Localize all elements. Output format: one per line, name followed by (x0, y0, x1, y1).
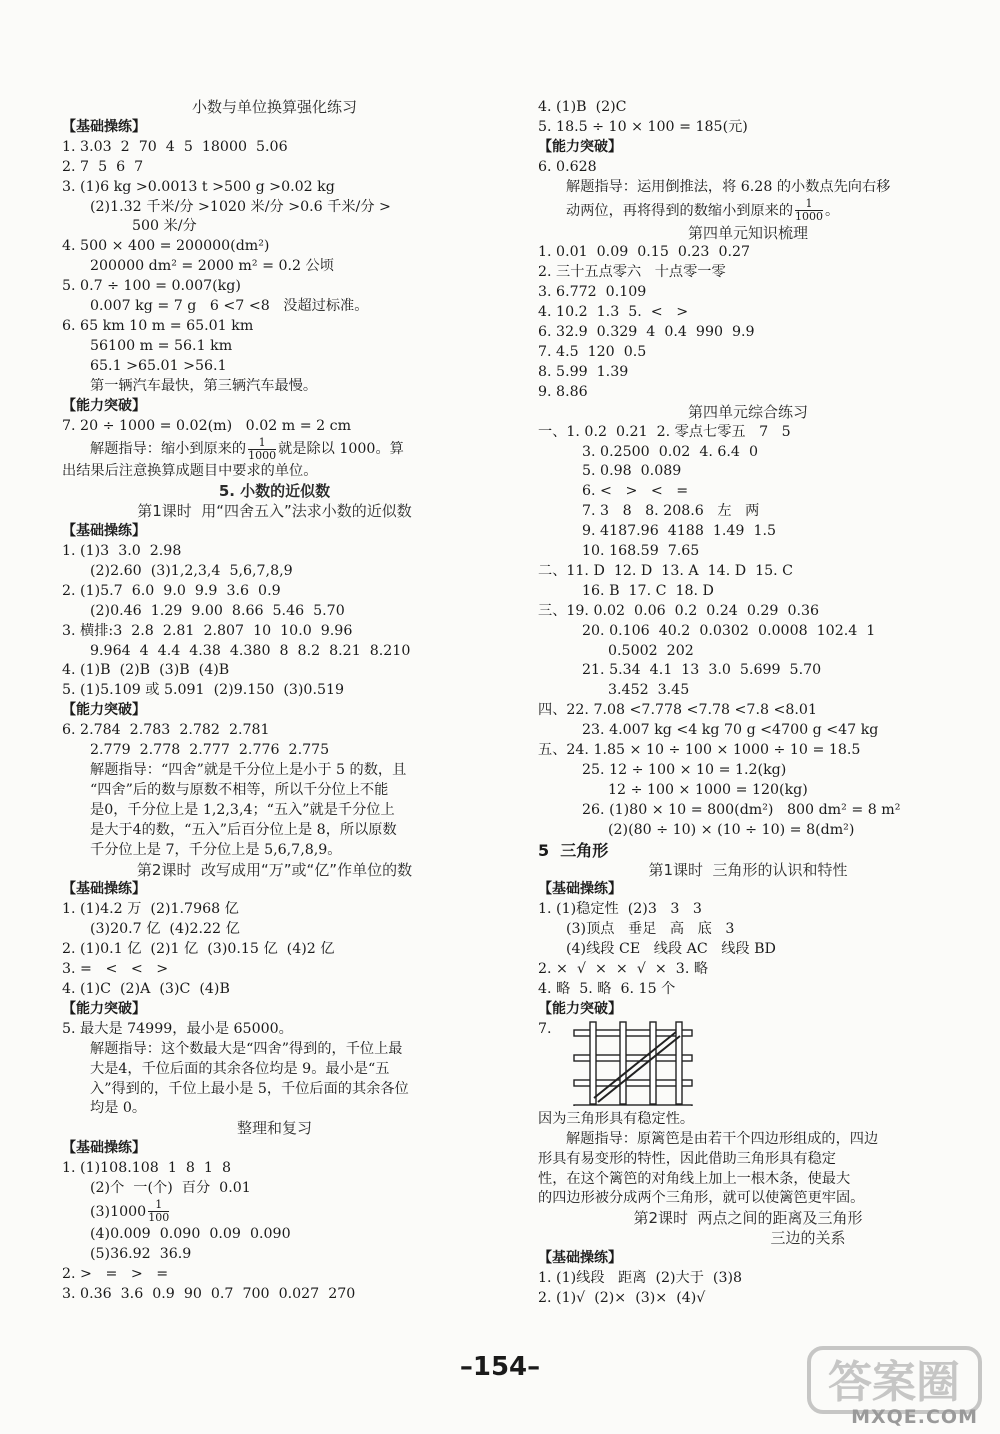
line-text: 9.964 4 4.4 4.38 4.380 8 8.2 8.21 8.210 (90, 642, 411, 659)
line-text: 23. 4.007 kg <4 kg 70 g <4700 g <47 kg (582, 722, 879, 739)
text-line (62, 317, 487, 337)
line-text: 四、22. 7.08 <7.778 <7.78 <7.8 <8.01 (538, 702, 817, 719)
section-header (538, 1000, 958, 1020)
section-title (62, 482, 487, 502)
section-title (538, 224, 958, 244)
line-text: 3. 0.2500 0.02 4. 6.4 0 (582, 443, 758, 460)
left-column (62, 98, 487, 1305)
line-text: 5 三角形 (538, 840, 609, 860)
line-text: 5. 小数的近似数 (218, 482, 331, 501)
line-text: 500 米/分 (132, 218, 197, 235)
text-line (62, 257, 487, 277)
text-line (538, 920, 958, 940)
line-text: 二、11. D 12. D 13. A 14. D 15. C (538, 562, 794, 579)
fence-post-0 (590, 1022, 596, 1104)
line-text: 16. B 17. C 18. D (582, 582, 714, 599)
line-text: 7. (538, 1020, 552, 1037)
text-line (538, 1150, 958, 1170)
line-text: 2.779 2.778 2.777 2.776 2.775 (90, 742, 330, 759)
line-text: 的四边形被分成两个三角形，就可以使篱笆更牢固。 (538, 1190, 865, 1207)
line-text: 2. (1)0.1 亿 (2)1 亿 (3)0.15 亿 (4)2 亿 (62, 941, 335, 958)
text-line (538, 1289, 958, 1309)
section-header (538, 1249, 958, 1269)
text-line (538, 363, 958, 383)
text-line (538, 158, 958, 178)
line-text: (3)顶点 垂足 高 底 3 (566, 921, 735, 938)
text-line (538, 303, 958, 323)
text-line (538, 661, 958, 681)
fence-post-3 (676, 1022, 682, 1104)
text-line (538, 542, 958, 562)
page-number: –154– (459, 1352, 541, 1382)
line-text: 第1课时 三角形的认识和特性 (648, 860, 848, 879)
line-text: 【基础操练】 (538, 881, 622, 898)
line-text: 9. 8.86 (538, 383, 588, 400)
text-line (62, 237, 487, 257)
line-text: 4. (1)C (2)A (3)C (4)B (62, 980, 230, 997)
line-text: 整理和复习 (236, 1119, 312, 1138)
line-text: 【基础操练】 (62, 523, 146, 540)
text-line (538, 741, 958, 761)
text-line (538, 980, 958, 1000)
section-title (62, 98, 487, 118)
text-line (538, 562, 958, 582)
line-text: 2. 三十五点零六 十点零一零 (538, 264, 726, 281)
line-text: 1. (1)3 3.0 2.98 (62, 543, 182, 560)
line-text: 7. 20 ÷ 1000 = 0.02(m) 0.02 m = 2 cm (62, 417, 352, 434)
line-text: 7. 3 8 8. 208.6 左 两 (582, 503, 760, 520)
line-text: 4. 500 × 400 = 200000(dm²) (62, 238, 270, 255)
text-line (538, 323, 958, 343)
line-text: 一、1. 0.2 0.21 2. 零点七零五 7 5 (538, 423, 791, 440)
section-header (62, 701, 487, 721)
text-line (538, 681, 958, 701)
svg-text:答案圈: 答案圈 (828, 1357, 960, 1408)
text-line (62, 1179, 487, 1199)
text-line (62, 178, 487, 198)
line-text: 性，在这个篱笆的对角线上加上一根木条，使最大 (538, 1170, 851, 1187)
line-text: (5)36.92 36.9 (90, 1245, 192, 1262)
fraction (148, 1199, 169, 1224)
line-text: 2. × √ × × √ × 3. 略 (538, 961, 709, 978)
text-line (62, 1225, 487, 1245)
text-line (538, 900, 958, 920)
text-line (538, 1110, 958, 1130)
line-text: 入”得到的，千位上最小是 5，千位后面的其余各位 (90, 1080, 409, 1097)
line-text: 解题指导：“四舍”就是千分位上是小于 5 的数，且 (90, 762, 407, 778)
line-text: 10. 168.59 7.65 (582, 543, 700, 560)
line-text: 第2课时 改写成用“万”或“亿”作单位的数 (136, 860, 413, 879)
watermark-url: MXQE.COM (851, 1406, 978, 1428)
line-text: 解题指导：原篱笆是由若干个四边形组成的，四边 (566, 1130, 879, 1147)
line-text: 【基础操练】 (62, 1140, 146, 1157)
fraction (795, 198, 823, 223)
text-line (538, 960, 958, 980)
section-header (538, 138, 958, 158)
section-title (538, 1209, 958, 1229)
line-text: 1. (1)108.108 1 8 1 8 (62, 1160, 231, 1177)
text-line (62, 781, 487, 801)
text-line (62, 681, 487, 701)
text-line (538, 502, 958, 522)
right-column (538, 98, 958, 1309)
text-line (538, 821, 958, 841)
text-line (538, 701, 958, 721)
text-line (62, 436, 487, 462)
line-text: 2. (1)5.7 6.0 9.0 9.9 3.6 0.9 (62, 582, 281, 599)
fence-post-1 (620, 1022, 626, 1104)
text-line (62, 1285, 487, 1305)
line-text: 20. 0.106 40.2 0.0302 0.0008 102.4 1 (582, 622, 876, 639)
text-line (62, 761, 487, 781)
text-line (62, 1080, 487, 1100)
section-header (538, 880, 958, 900)
text-line (538, 383, 958, 403)
fraction-denominator: 1000 (795, 210, 824, 224)
line-text: 3. = < < > (62, 961, 169, 978)
text-line (538, 118, 958, 138)
section-header (62, 1139, 487, 1159)
text-line (62, 462, 487, 482)
line-text: 【基础操练】 (538, 1250, 622, 1267)
line-text: 6. 65 km 10 m = 65.01 km (62, 317, 254, 334)
text-line (62, 821, 487, 841)
line-text: 5. 最大是 74999，最小是 65000。 (62, 1020, 293, 1037)
fraction-numerator: 1 (258, 435, 266, 449)
line-text: 是0，千分位上是 1,2,3,4；“五入”就是千分位上 (90, 801, 395, 818)
text-line (62, 801, 487, 821)
line-text: (3)20.7 亿 (4)2.22 亿 (90, 921, 240, 938)
section-title (62, 861, 487, 881)
line-text: (2)0.46 1.29 9.00 8.66 5.46 5.70 (90, 602, 345, 619)
text-line (62, 277, 487, 297)
text-line (62, 940, 487, 960)
line-text: 五、24. 1.85 × 10 ÷ 100 × 1000 ÷ 10 = 18.5 (538, 742, 861, 759)
line-text: 4. 略 5. 略 6. 15 个 (538, 980, 676, 997)
text-line (62, 357, 487, 377)
line-text: 5. 0.98 0.089 (582, 463, 682, 480)
line-text: 6. 32.9 0.329 4 0.4 990 9.9 (538, 324, 755, 341)
line-text: 0.007 kg = 7 g 6 <7 <8 没超过标准。 (90, 298, 369, 315)
text-line (62, 622, 487, 642)
line-text: 1. 0.01 0.09 0.15 0.23 0.27 (538, 244, 751, 261)
line-text: 8. 5.99 1.39 (538, 363, 629, 380)
text-line (538, 98, 958, 118)
text-line (538, 522, 958, 542)
section-header (62, 522, 487, 542)
line-text: 21. 5.34 4.1 13 3.0 5.699 5.70 (582, 662, 822, 679)
text-line (538, 443, 958, 463)
text-line (62, 1040, 487, 1060)
text-line (62, 1099, 487, 1119)
text-line (62, 297, 487, 317)
line-text: 大是4，千位后面的其余各位均是 9。最小是“五 (90, 1060, 390, 1077)
line-text: 1. (1)线段 距离 (2)大于 (3)8 (538, 1270, 743, 1287)
line-text: 第一辆汽车最快，第三辆汽车最慢。 (90, 377, 318, 394)
line-text: 第1课时 用“四舍五入”法求小数的近似数 (137, 502, 412, 521)
line-text: 1. (1)稳定性 (2)3 3 3 (538, 901, 702, 918)
line-text: 解题指导：运用倒推法，将 6.28 的小数点先向右移 (566, 178, 891, 195)
line-text: 7. 4.5 120 0.5 (538, 343, 647, 360)
line-text: 6. 0.628 (538, 158, 597, 175)
section-header (538, 841, 958, 861)
line-text: 4. 10.2 1.3 5. < > (538, 304, 689, 321)
fraction-denominator: 100 (148, 1211, 170, 1225)
line-text: 因为三角形具有稳定性。 (538, 1110, 695, 1127)
line-text: 形具有易变形的特性，因此借助三角形具有稳定 (538, 1150, 836, 1167)
line-text: 4. (1)B (2)B (3)B (4)B (62, 662, 230, 679)
line-text: 【能力突破】 (538, 138, 622, 155)
fence-post-2 (650, 1022, 656, 1104)
text-line (62, 1060, 487, 1080)
text-line (62, 960, 487, 980)
line-text: 【能力突破】 (62, 1000, 146, 1017)
line-text: 千分位上是 7，千分位上是 5,6,7,8,9。 (90, 841, 342, 858)
section-title (62, 502, 487, 522)
fraction-numerator: 1 (805, 197, 813, 211)
line-text: 均是 0。 (90, 1100, 147, 1117)
text-line (538, 178, 958, 198)
text-line (62, 542, 487, 562)
line-text: 4. (1)B (2)C (538, 99, 627, 115)
line-text: 第2课时 两点之间的距离及三角形 (633, 1209, 863, 1228)
line-text: 2. 7 5 6 7 (62, 158, 144, 175)
text-line (62, 1265, 487, 1285)
line-text: 是大于4的数，“五入”后百分位上是 8，所以原数 (90, 821, 397, 838)
line-text: 【基础操练】 (62, 881, 146, 898)
line-text: 200000 dm² = 2000 m² = 0.2 公顷 (90, 258, 334, 275)
line-text: (3)1000 (90, 1203, 147, 1220)
line-text-after: 就是除以 1000。算 (278, 441, 404, 458)
line-text: 0.5002 202 (608, 642, 694, 659)
section-title (62, 1119, 487, 1139)
text-line (538, 482, 958, 502)
text-line (538, 721, 958, 741)
text-line (538, 1170, 958, 1190)
line-text: 三、19. 0.02 0.06 0.2 0.24 0.29 0.36 (538, 602, 820, 619)
fence-rail-3 (574, 1105, 692, 1106)
text-line (538, 781, 958, 801)
line-text: (2)1.32 千米/分 >1020 米/分 >0.6 千米/分 > (90, 198, 391, 215)
line-text: 3. 6.772 0.109 (538, 284, 647, 301)
line-text: 2. > = > = (62, 1265, 169, 1282)
text-line (538, 1020, 958, 1110)
text-line (62, 741, 487, 761)
line-text: 3. 横排:3 2.8 2.81 2.807 10 10.0 9.96 (62, 622, 353, 639)
text-line (538, 761, 958, 781)
text-line (62, 198, 487, 218)
line-text: (2)(80 ÷ 10) × (10 ÷ 10) = 8(dm²) (608, 821, 855, 838)
line-text: 第四单元知识梳理 (687, 223, 808, 242)
text-line (538, 198, 958, 224)
text-line (538, 423, 958, 443)
text-line (62, 337, 487, 357)
text-line (62, 562, 487, 582)
line-text: 【能力突破】 (62, 702, 146, 719)
text-line (538, 283, 958, 303)
text-line (62, 417, 487, 437)
section-title (538, 403, 958, 423)
text-line (62, 138, 487, 158)
section-title (538, 1229, 958, 1249)
section-header (62, 880, 487, 900)
text-line (62, 980, 487, 1000)
line-text: 12 ÷ 100 × 1000 = 120(kg) (608, 781, 808, 798)
line-text: 小数与单位换算强化练习 (191, 98, 357, 116)
line-text: 3. (1)6 kg >0.0013 t >500 g >0.02 kg (62, 178, 335, 195)
text-line (62, 900, 487, 920)
text-line (538, 622, 958, 642)
line-text: (2)2.60 (3)1,2,3,4 5,6,7,8,9 (90, 562, 293, 579)
text-line (538, 462, 958, 482)
line-text: 【基础操练】 (62, 118, 146, 135)
line-text: 25. 12 ÷ 100 × 10 = 1.2(kg) (582, 762, 787, 778)
text-line (538, 940, 958, 960)
line-text-after: 。 (825, 202, 840, 219)
line-text: 56100 m = 56.1 km (90, 337, 233, 354)
line-text: 5. 0.7 ÷ 100 = 0.007(kg) (62, 278, 241, 295)
text-line (62, 1020, 487, 1040)
line-text: (4)线段 CE 线段 AC 线段 BD (566, 941, 776, 958)
text-line (538, 801, 958, 821)
text-line (538, 582, 958, 602)
text-line (62, 920, 487, 940)
fraction (248, 437, 276, 462)
text-line (62, 602, 487, 622)
line-text: (4)0.009 0.090 0.09 0.090 (90, 1225, 291, 1242)
line-text: 26. (1)80 × 10 = 800(dm²) 800 dm² = 8 m² (582, 801, 901, 818)
text-line (538, 1130, 958, 1150)
line-text: 1. (1)4.2 万 (2)1.7968 亿 (62, 901, 239, 918)
text-line (538, 263, 958, 283)
line-text: 解题指导：这个数最大是“四舍”得到的，千位上最 (90, 1040, 403, 1057)
line-text: 5. (1)5.109 或 5.091 (2)9.150 (3)0.519 (62, 682, 345, 699)
line-text: 2. (1)√ (2)× (3)× (4)√ (538, 1289, 706, 1306)
line-text: 【能力突破】 (538, 1000, 622, 1017)
text-line (62, 582, 487, 602)
line-text: 1. 3.03 2 70 4 5 18000 5.06 (62, 138, 288, 155)
section-header (62, 397, 487, 417)
text-line (538, 642, 958, 662)
section-header (62, 118, 487, 138)
text-line (62, 1245, 487, 1265)
line-text: 解题指导：缩小到原来的 (90, 441, 247, 458)
fraction-denominator: 1000 (248, 448, 277, 462)
text-line (538, 243, 958, 263)
text-line (62, 841, 487, 861)
fraction-numerator: 1 (155, 1198, 163, 1212)
diagonal-brace-line (594, 1032, 676, 1098)
line-text: 9. 4187.96 4188 1.49 1.5 (582, 523, 777, 540)
text-line (62, 158, 487, 178)
line-text: 【能力突破】 (62, 397, 146, 414)
line-text: 6. < > < = (582, 483, 689, 500)
text-line (62, 1199, 487, 1225)
line-text: “四舍”后的数与原数不相等，所以千分位上不能 (90, 781, 389, 798)
fence-grid-figure (572, 1020, 694, 1106)
line-text: 65.1 >65.01 >56.1 (90, 357, 227, 374)
line-text: 3. 0.36 3.6 0.9 90 0.7 700 0.027 270 (62, 1285, 356, 1302)
line-text: (2)个 一(个) 百分 0.01 (90, 1180, 251, 1197)
text-line (538, 602, 958, 622)
text-line (62, 721, 487, 741)
line-text: 3.452 3.45 (608, 682, 690, 699)
text-line (62, 217, 487, 237)
text-line (62, 661, 487, 681)
text-line (62, 377, 487, 397)
text-line (538, 1269, 958, 1289)
text-line (62, 1159, 487, 1179)
text-line (538, 343, 958, 363)
line-text: 动两位，再将得到的数缩小到原来的 (566, 202, 794, 219)
section-title (538, 861, 958, 881)
text-line (62, 642, 487, 662)
line-text: 出结果后注意换算成题目中要求的单位。 (62, 463, 318, 480)
line-text: 第四单元综合练习 (687, 402, 808, 421)
line-text: 三边的关系 (770, 1229, 846, 1248)
line-text: 6. 2.784 2.783 2.782 2.781 (62, 722, 270, 739)
diagonal-brace-line-2 (598, 1036, 680, 1102)
text-line (538, 1189, 958, 1209)
line-text: 5. 18.5 ÷ 10 × 100 = 185(元) (538, 118, 748, 135)
section-header (62, 1000, 487, 1020)
